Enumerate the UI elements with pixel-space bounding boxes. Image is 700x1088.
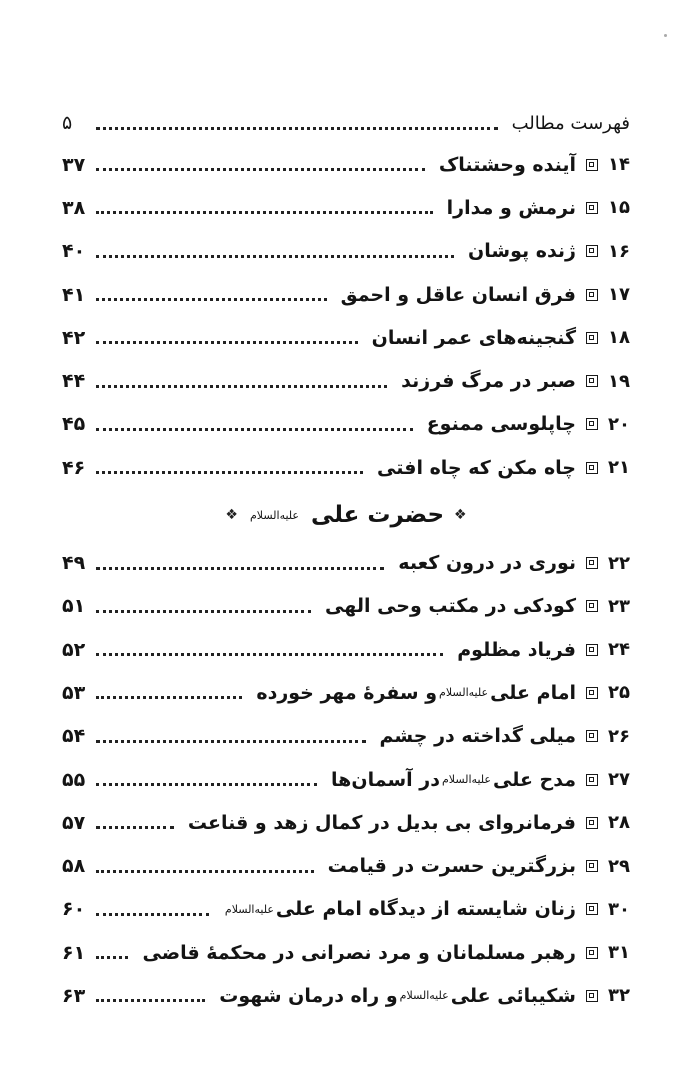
bullet-square-icon (586, 289, 598, 301)
toc-title: فریاد مظلوم (457, 638, 576, 661)
toc-row[interactable] (62, 273, 630, 316)
toc-number: ۲۵ (608, 682, 630, 704)
toc-page: ۵۲ (62, 638, 86, 661)
toc-page: ۴۶ (62, 456, 86, 479)
toc-number: ۲۲ (608, 552, 630, 574)
leader-dots (96, 424, 413, 431)
honorific-ligature: عليه‌السلام (439, 686, 489, 700)
leader-dots (96, 822, 174, 829)
toc-number: ۲۶ (608, 725, 630, 747)
toc-page: ۵۴ (62, 725, 86, 748)
toc-page: ۴۱ (62, 283, 86, 306)
bullet-square-icon (586, 332, 598, 344)
toc-row[interactable] (62, 888, 630, 931)
section-heading[interactable] (62, 489, 630, 541)
toc-row[interactable] (62, 403, 630, 446)
bullet-square-icon (586, 557, 598, 569)
leader-dots (96, 995, 205, 1002)
leader-dots (96, 692, 242, 699)
leader-dots (96, 207, 433, 214)
toc-row[interactable] (62, 585, 630, 628)
toc-number: ۲۹ (608, 855, 630, 877)
bullet-square-icon (586, 817, 598, 829)
bullet-square-icon (586, 375, 598, 387)
toc-row[interactable] (62, 359, 630, 402)
leader-dots (96, 909, 209, 916)
toc-title: مدح علی (492, 768, 576, 791)
toc-row[interactable] (62, 446, 630, 489)
toc-page: ۴۹ (62, 552, 86, 575)
toc-page: ۵۳ (62, 681, 86, 704)
page-speck (664, 34, 667, 37)
toc-page: ۵۷ (62, 811, 86, 834)
bullet-square-icon (586, 245, 598, 257)
toc-row[interactable] (62, 671, 630, 714)
bullet-square-icon (586, 990, 598, 1002)
ornament-left-icon: ❖ (225, 507, 238, 524)
toc-row[interactable] (62, 628, 630, 671)
toc-number: ۱۸ (608, 327, 630, 349)
bullet-square-icon (586, 860, 598, 872)
bullet-square-icon (586, 600, 598, 612)
toc-number: ۱۹ (608, 370, 630, 392)
toc-title-continued: در آسمان‌ها (331, 768, 440, 791)
leader-dots (96, 866, 314, 873)
toc-page: ۵۵ (62, 768, 86, 791)
bullet-square-icon (586, 774, 598, 786)
leader-dots (96, 952, 128, 959)
toc-page: ۴۲ (62, 326, 86, 349)
leader-dots (96, 251, 454, 258)
toc-title: گنجینه‌های عمر انسان (371, 326, 576, 349)
toc-number: ۱۴ (608, 154, 630, 176)
honorific-ligature: عليه‌السلام (441, 773, 491, 786)
toc-number: ۳۲ (608, 985, 630, 1007)
toc-row[interactable] (62, 186, 630, 229)
toc-page: ۴۰ (62, 240, 86, 263)
bullet-square-icon (586, 687, 598, 699)
toc-page: ۳۷ (62, 153, 86, 176)
leader-dots (96, 381, 387, 388)
toc-page: ۴۴ (62, 370, 86, 393)
toc-row[interactable] (62, 541, 630, 584)
toc-number: ۲۴ (608, 639, 630, 661)
bullet-square-icon (586, 159, 598, 171)
toc-number: ۳۰ (608, 898, 630, 920)
honorific-ligature: عليه‌السلام (399, 989, 449, 1003)
toc-number: ۲۷ (608, 769, 630, 790)
toc-row[interactable] (62, 931, 630, 974)
toc-row-contents[interactable] (62, 103, 630, 143)
toc-number: ۱۵ (608, 197, 630, 219)
leader-dots (96, 779, 317, 786)
bullet-square-icon (586, 947, 598, 959)
toc-page: ۵۸ (62, 855, 86, 878)
toc-row[interactable] (62, 844, 630, 887)
bullet-square-icon (586, 644, 598, 656)
toc-title: نرمش و مدارا (446, 196, 576, 219)
toc-number: ۲۳ (608, 595, 630, 617)
toc-row[interactable] (62, 316, 630, 359)
toc-title: زنان شایسته از دیدگاه امام علی (275, 898, 576, 921)
toc-title: شکیبائی علی (450, 984, 576, 1007)
toc-title-continued: و راه درمان شهوت (219, 984, 398, 1007)
leader-dots (96, 123, 498, 130)
toc-title: ژنده پوشان (468, 240, 576, 263)
toc-title-continued: و سفرهٔ مهر خورده (256, 681, 438, 704)
toc-title: فهرست مطالب (511, 112, 630, 134)
toc-title: آینده وحشتناک (438, 153, 576, 176)
toc-number: ۲۰ (608, 413, 630, 435)
toc-row[interactable] (62, 230, 630, 273)
leader-dots (96, 606, 311, 613)
leader-dots (96, 164, 425, 171)
toc-row[interactable] (62, 974, 630, 1017)
toc-title: فرمانروای بی بدیل در کمال زهد و قناعت (187, 811, 576, 834)
toc-title: چاپلوسی ممنوع (426, 413, 576, 436)
toc-title: امام علی (490, 681, 576, 704)
leader-dots (96, 294, 327, 301)
toc-row[interactable] (62, 143, 630, 186)
bullet-square-icon (586, 418, 598, 430)
toc-title: فرق انسان عاقل و احمق (340, 283, 576, 306)
toc-row[interactable] (62, 758, 630, 801)
section-title: حضرت علی (311, 502, 445, 529)
toc-title: نوری در درون کعبه (398, 552, 576, 575)
toc-page: ۴۵ (62, 413, 86, 436)
leader-dots (96, 649, 443, 656)
bullet-square-icon (586, 462, 598, 474)
toc-number: ۲۱ (608, 457, 630, 479)
leader-dots (96, 736, 366, 743)
toc-title: صبر در مرگ فرزند (401, 370, 576, 393)
toc-number: ۲۸ (608, 812, 630, 834)
table-of-contents (62, 103, 630, 1018)
toc-number: ۱۶ (608, 240, 630, 262)
toc-row[interactable] (62, 715, 630, 758)
toc-title: کودکی در مکتب وحی الهی (325, 595, 576, 618)
bullet-square-icon (586, 903, 598, 915)
toc-title: میلی گداخته در چشم (379, 725, 576, 748)
toc-title: بزرگترین حسرت در قیامت (327, 855, 576, 878)
toc-number: ۳۱ (608, 942, 630, 964)
toc-row[interactable] (62, 801, 630, 844)
toc-title: رهبر مسلمانان و مرد نصرانی در محکمهٔ قاضی (142, 941, 576, 964)
toc-page: ۳۸ (62, 196, 86, 219)
leader-dots (96, 563, 384, 570)
toc-page: ۶۳ (62, 984, 86, 1007)
toc-title: چاه مکن که چاه افتی (377, 456, 576, 479)
bullet-square-icon (586, 730, 598, 742)
toc-page: ۵۱ (62, 595, 86, 618)
honorific-ligature: عليه‌السلام (249, 508, 299, 522)
ornament-right-icon: ❖ (454, 507, 467, 524)
leader-dots (96, 467, 363, 474)
toc-page: ۶۱ (62, 941, 86, 964)
leader-dots (96, 337, 358, 344)
toc-page: ۵ (62, 112, 73, 134)
toc-page: ۶۰ (62, 898, 86, 921)
toc-number: ۱۷ (608, 284, 630, 306)
bullet-square-icon (586, 202, 598, 214)
honorific-ligature: عليه‌السلام (224, 902, 274, 916)
